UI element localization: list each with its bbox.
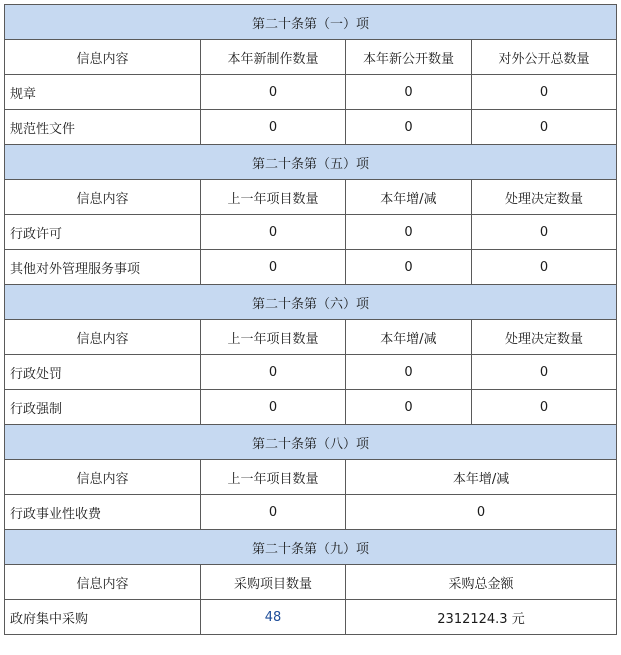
column-header-row <box>5 40 617 75</box>
cell-value: 0 <box>201 390 346 425</box>
column-header: 上一年项目数量 <box>201 180 346 215</box>
table-row <box>5 215 617 250</box>
table-row <box>5 250 617 285</box>
cell-value: 0 <box>472 215 617 250</box>
row-label: 行政强制 <box>5 390 201 425</box>
section-title: 第二十条第（五）项 <box>5 145 617 180</box>
row-label: 行政许可 <box>5 215 201 250</box>
column-header: 本年新公开数量 <box>346 40 472 75</box>
cell-value: 2312124.3 元 <box>346 600 617 635</box>
column-header: 信息内容 <box>5 40 201 75</box>
column-header: 上一年项目数量 <box>201 460 346 495</box>
cell-value: 0 <box>472 390 617 425</box>
cell-value: 0 <box>346 75 472 110</box>
table-row <box>5 600 617 635</box>
cell-value: 0 <box>201 75 346 110</box>
column-header-row <box>5 320 617 355</box>
column-header-row <box>5 565 617 600</box>
column-header: 信息内容 <box>5 180 201 215</box>
row-label: 行政事业性收费 <box>5 495 201 530</box>
section-header-row <box>5 425 617 460</box>
table-row <box>5 110 617 145</box>
row-label: 其他对外管理服务事项 <box>5 250 201 285</box>
table-row <box>5 75 617 110</box>
table-row <box>5 355 617 390</box>
cell-value: 0 <box>201 250 346 285</box>
section-header-row <box>5 5 617 40</box>
section-title: 第二十条第（六）项 <box>5 285 617 320</box>
row-label: 规范性文件 <box>5 110 201 145</box>
table-row <box>5 390 617 425</box>
column-header: 本年新制作数量 <box>201 40 346 75</box>
cell-value: 0 <box>201 110 346 145</box>
disclosure-table-container <box>4 4 617 635</box>
row-label: 行政处罚 <box>5 355 201 390</box>
cell-value: 0 <box>472 75 617 110</box>
cell-value: 0 <box>346 250 472 285</box>
cell-value: 0 <box>201 215 346 250</box>
section-title: 第二十条第（九）项 <box>5 530 617 565</box>
disclosure-table <box>4 4 617 635</box>
table-row <box>5 495 617 530</box>
column-header-row <box>5 180 617 215</box>
cell-value: 0 <box>472 110 617 145</box>
cell-value: 0 <box>201 355 346 390</box>
cell-value: 0 <box>201 495 346 530</box>
column-header-row <box>5 460 617 495</box>
cell-value: 0 <box>346 110 472 145</box>
column-header: 信息内容 <box>5 320 201 355</box>
column-header: 本年增/减 <box>346 180 472 215</box>
column-header: 本年增/减 <box>346 460 617 495</box>
cell-value: 0 <box>346 390 472 425</box>
section-header-row <box>5 145 617 180</box>
column-header: 采购项目数量 <box>201 565 346 600</box>
column-header: 信息内容 <box>5 565 201 600</box>
section-title: 第二十条第（一）项 <box>5 5 617 40</box>
column-header: 采购总金额 <box>346 565 617 600</box>
row-label: 政府集中采购 <box>5 600 201 635</box>
cell-value: 0 <box>472 355 617 390</box>
column-header: 处理决定数量 <box>472 180 617 215</box>
section-title: 第二十条第（八）项 <box>5 425 617 460</box>
cell-value: 0 <box>346 495 617 530</box>
cell-value: 0 <box>346 215 472 250</box>
row-label: 规章 <box>5 75 201 110</box>
column-header: 上一年项目数量 <box>201 320 346 355</box>
column-header: 信息内容 <box>5 460 201 495</box>
column-header: 处理决定数量 <box>472 320 617 355</box>
cell-value: 48 <box>201 600 346 635</box>
column-header: 对外公开总数量 <box>472 40 617 75</box>
cell-value: 0 <box>346 355 472 390</box>
section-header-row <box>5 530 617 565</box>
cell-value: 0 <box>472 250 617 285</box>
column-header: 本年增/减 <box>346 320 472 355</box>
section-header-row <box>5 285 617 320</box>
